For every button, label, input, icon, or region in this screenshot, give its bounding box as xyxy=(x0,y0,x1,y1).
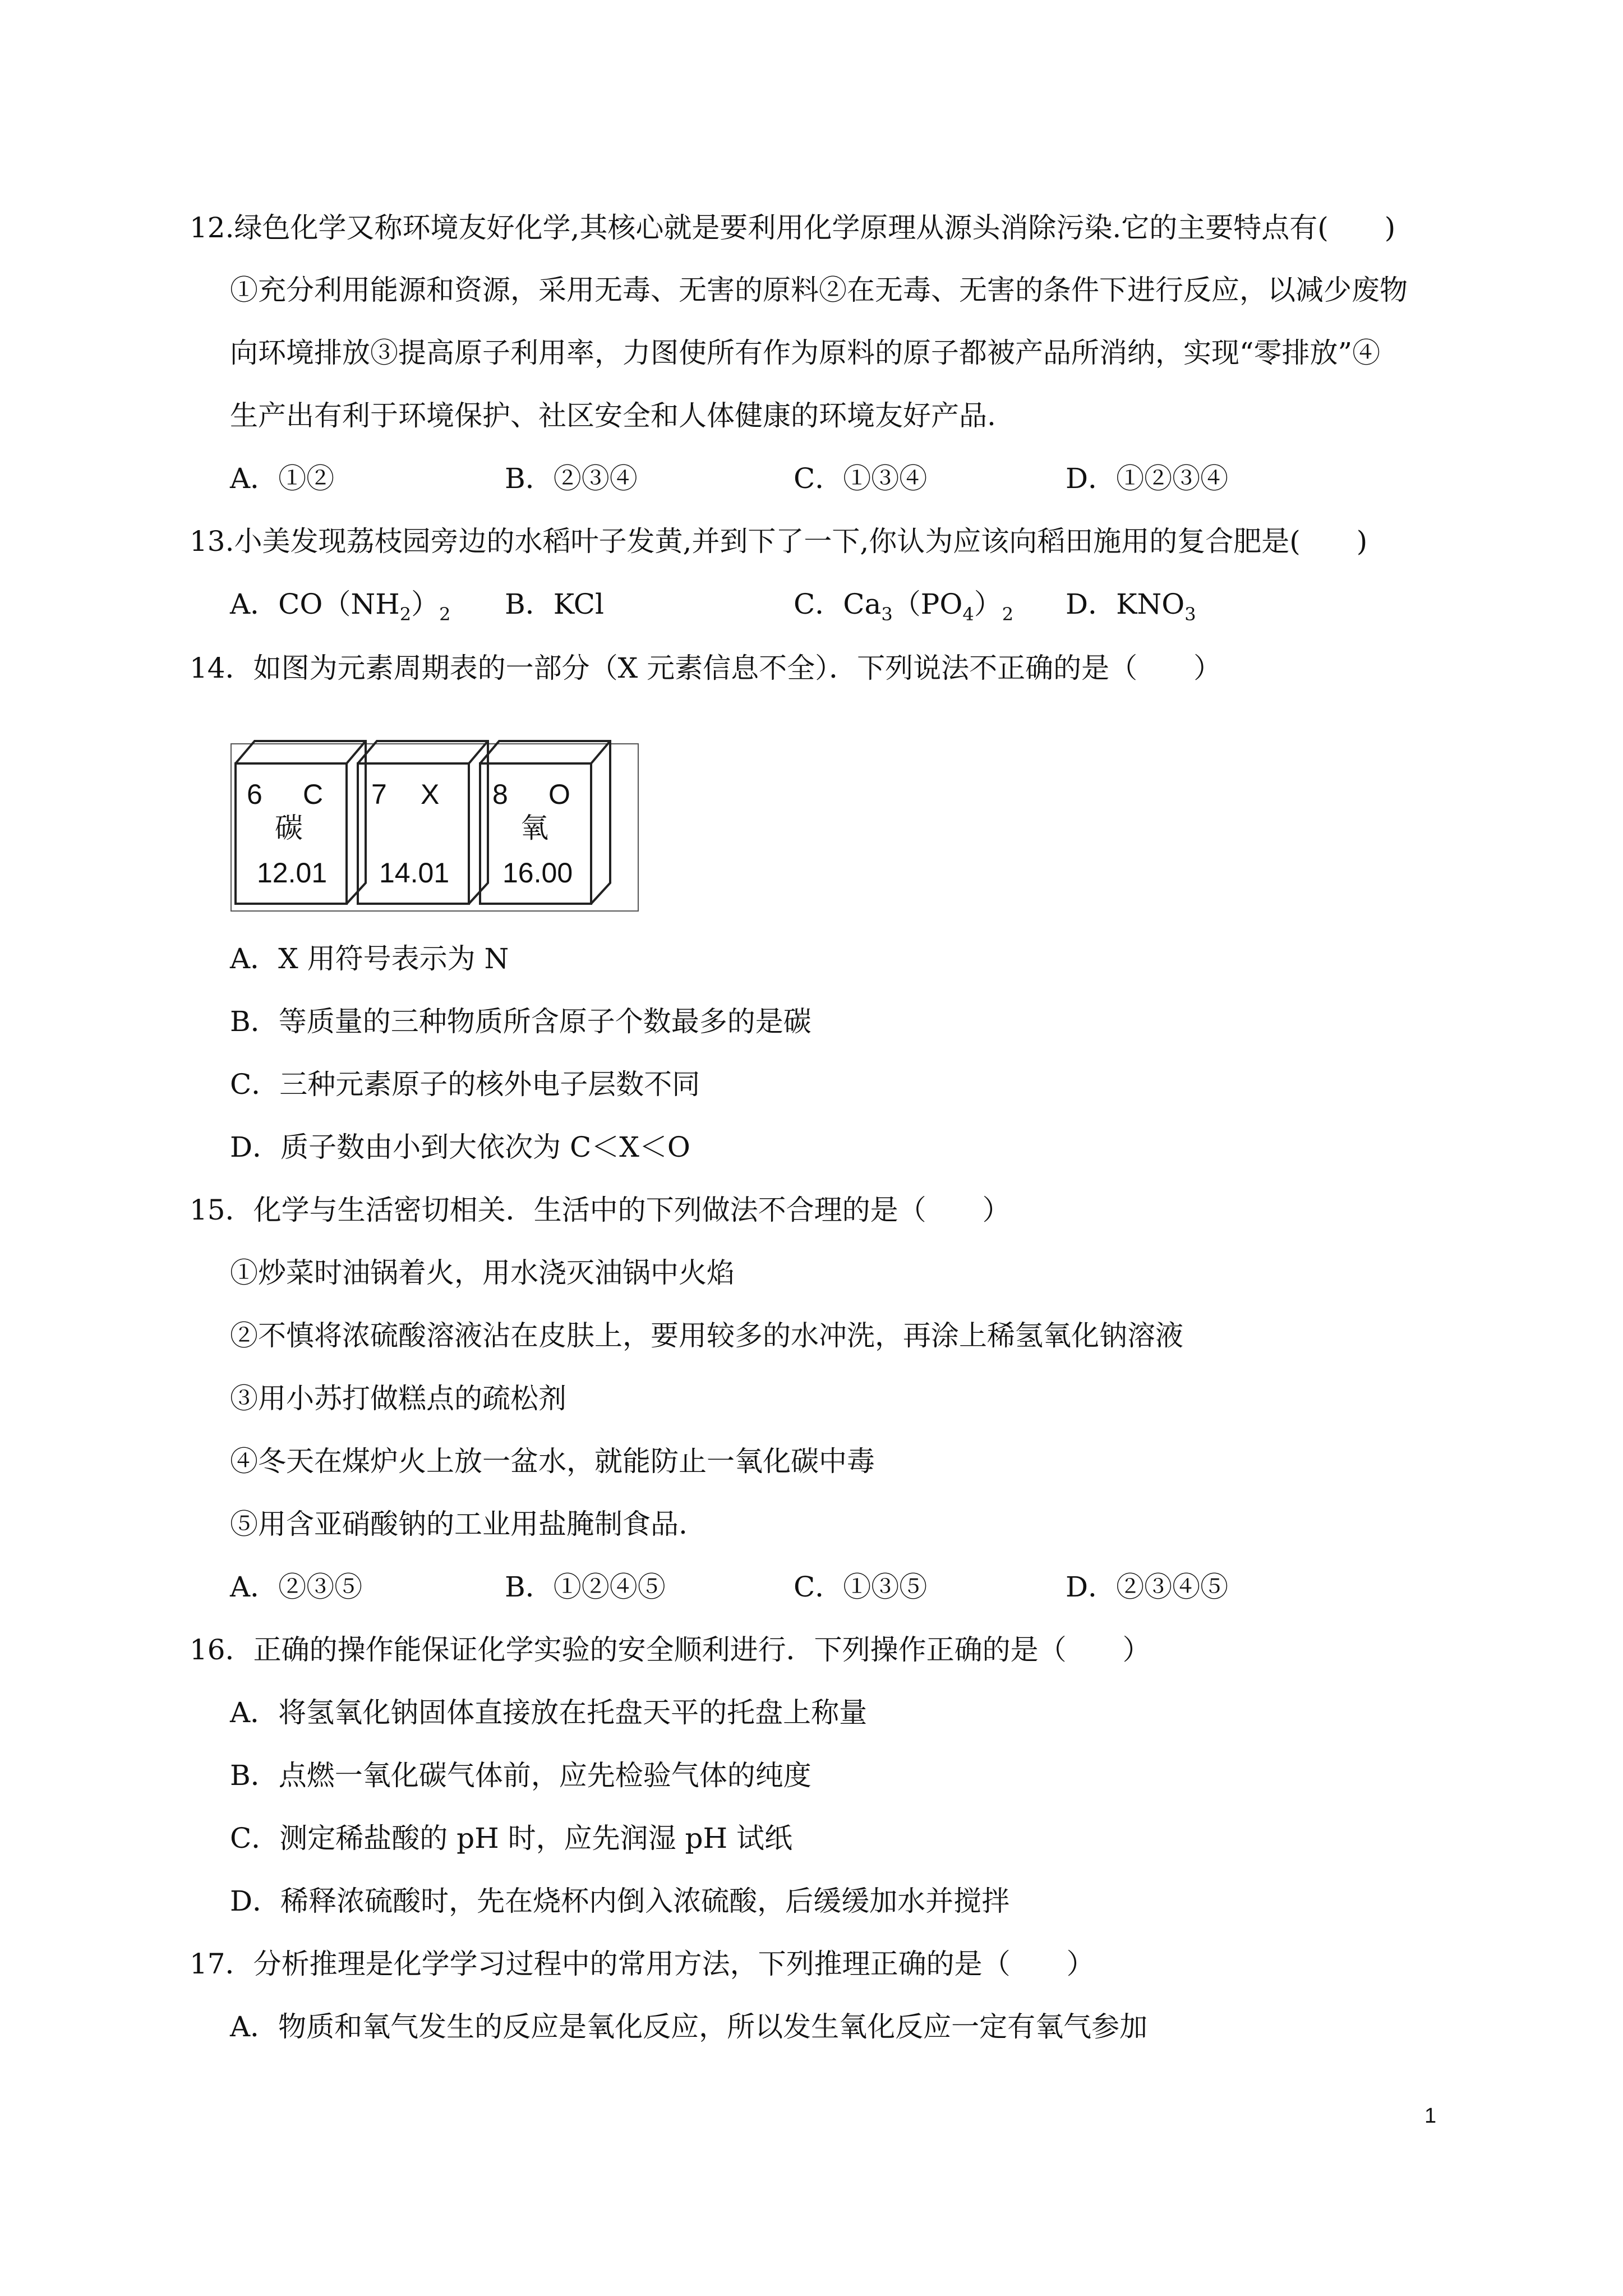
option-a: A．①② xyxy=(230,462,335,495)
page-number: 1 xyxy=(1424,2104,1437,2128)
option-b: B．KCl xyxy=(505,588,605,620)
atomic-mass: 14.01 xyxy=(379,857,450,889)
question-16-option-c: C．测定稀盐酸的 pH 时，应先润湿 pH 试纸 xyxy=(230,1822,793,1855)
question-16-stem: 16．正确的操作能保证化学实验的安全顺利进行．下列操作正确的是（ ） xyxy=(190,1634,1151,1666)
option-d: D．$KNO_3$ xyxy=(1066,588,1196,625)
atomic-mass: 12.01 xyxy=(257,857,328,889)
question-12-line-2: 向环境排放③提高原子利用率，力图使所有作为原料的原子都被产品所消纳，实现“零排放”④ xyxy=(230,337,1381,369)
element-name: 氧 xyxy=(520,812,548,844)
element-symbol: C xyxy=(303,779,324,810)
question-13-options xyxy=(0,586,1623,625)
question-14-option-a: A．X 用符号表示为 N xyxy=(230,942,509,975)
atomic-mass: 16.00 xyxy=(502,857,573,889)
question-12-options xyxy=(0,461,1623,496)
option-c: C．①③⑤ xyxy=(794,1571,928,1603)
option-d: D．②③④⑤ xyxy=(1066,1571,1229,1603)
atomic-number: 8 xyxy=(492,779,508,810)
question-15-item-5: ⑤用含亚硝酸钠的工业用盐腌制食品. xyxy=(230,1508,688,1540)
question-12-line-1: ①充分利用能源和资源，采用无毒、无害的原料②在无毒、无害的条件下进行反应，以减少废物 xyxy=(230,274,1408,306)
question-16-option-d: D．稀释浓硫酸时，先在烧杯内倒入浓硫酸，后缓缓加水并搅拌 xyxy=(230,1885,1010,1917)
question-15-stem: 15．化学与生活密切相关．生活中的下列做法不合理的是（ ） xyxy=(190,1194,1011,1226)
atomic-number: 7 xyxy=(371,779,387,810)
option-c: C．①③④ xyxy=(794,462,928,495)
question-14-option-c: C．三种元素原子的核外电子层数不同 xyxy=(230,1068,700,1101)
option-a: A．②③⑤ xyxy=(230,1571,363,1603)
option-b: B．①②④⑤ xyxy=(505,1571,666,1603)
question-12-line-3: 生产出有利于环境保护、社区安全和人体健康的环境友好产品. xyxy=(230,399,996,432)
question-16-option-b: B．点燃一氧化碳气体前，应先检验气体的纯度 xyxy=(230,1759,811,1792)
question-14-option-d: D．质子数由小到大依次为 C＜X＜O xyxy=(230,1131,690,1163)
question-15-item-1: ①炒菜时油锅着火，用水浇灭油锅中火焰 xyxy=(230,1257,735,1289)
question-14-option-b: B．等质量的三种物质所含原子个数最多的是碳 xyxy=(230,1005,811,1038)
element-name: 碳 xyxy=(275,812,303,844)
question-15-item-3: ③用小苏打做糕点的疏松剂 xyxy=(230,1382,566,1415)
atomic-number: 6 xyxy=(247,779,262,810)
question-17-stem: 17．分析推理是化学学习过程中的常用方法，下列推理正确的是（ ） xyxy=(190,1948,1095,1980)
element-symbol: O xyxy=(548,779,570,810)
question-14-stem: 14．如图为元素周期表的一部分（X 元素信息不全）．下列说法不正确的是（ ） xyxy=(190,652,1222,684)
periodic-table-figure xyxy=(230,721,640,912)
option-c: C．$Ca_3(PO_4)_2$ xyxy=(794,588,1014,625)
question-15-item-2: ②不慎将浓硫酸溶液沾在皮肤上，要用较多的水冲洗，再涂上稀氢氧化钠溶液 xyxy=(230,1319,1183,1352)
question-17-option-a: A．物质和氧气发生的反应是氧化反应，所以发生氧化反应一定有氧气参加 xyxy=(230,2010,1148,2043)
option-a: A．$CO(NH_2)_2$ xyxy=(230,588,451,625)
question-13-stem: 13.小美发现荔枝园旁边的水稻叶子发黄,并到下了一下,你认为应该向稻田施用的复合肥是( ) xyxy=(190,525,1368,558)
question-15-item-4: ④冬天在煤炉火上放一盆水，就能防止一氧化碳中毒 xyxy=(230,1445,875,1478)
question-15-options xyxy=(0,1569,1623,1605)
option-b: B．②③④ xyxy=(505,462,638,495)
question-12-stem: 12.绿色化学又称环境友好化学,其核心就是要利用化学原理从源头消除污染.它的主要特点有( ) xyxy=(190,211,1396,244)
question-16-option-a: A．将氢氧化钠固体直接放在托盘天平的托盘上称量 xyxy=(230,1696,868,1729)
element-symbol: X xyxy=(421,779,440,810)
option-d: D．①②③④ xyxy=(1066,462,1229,495)
